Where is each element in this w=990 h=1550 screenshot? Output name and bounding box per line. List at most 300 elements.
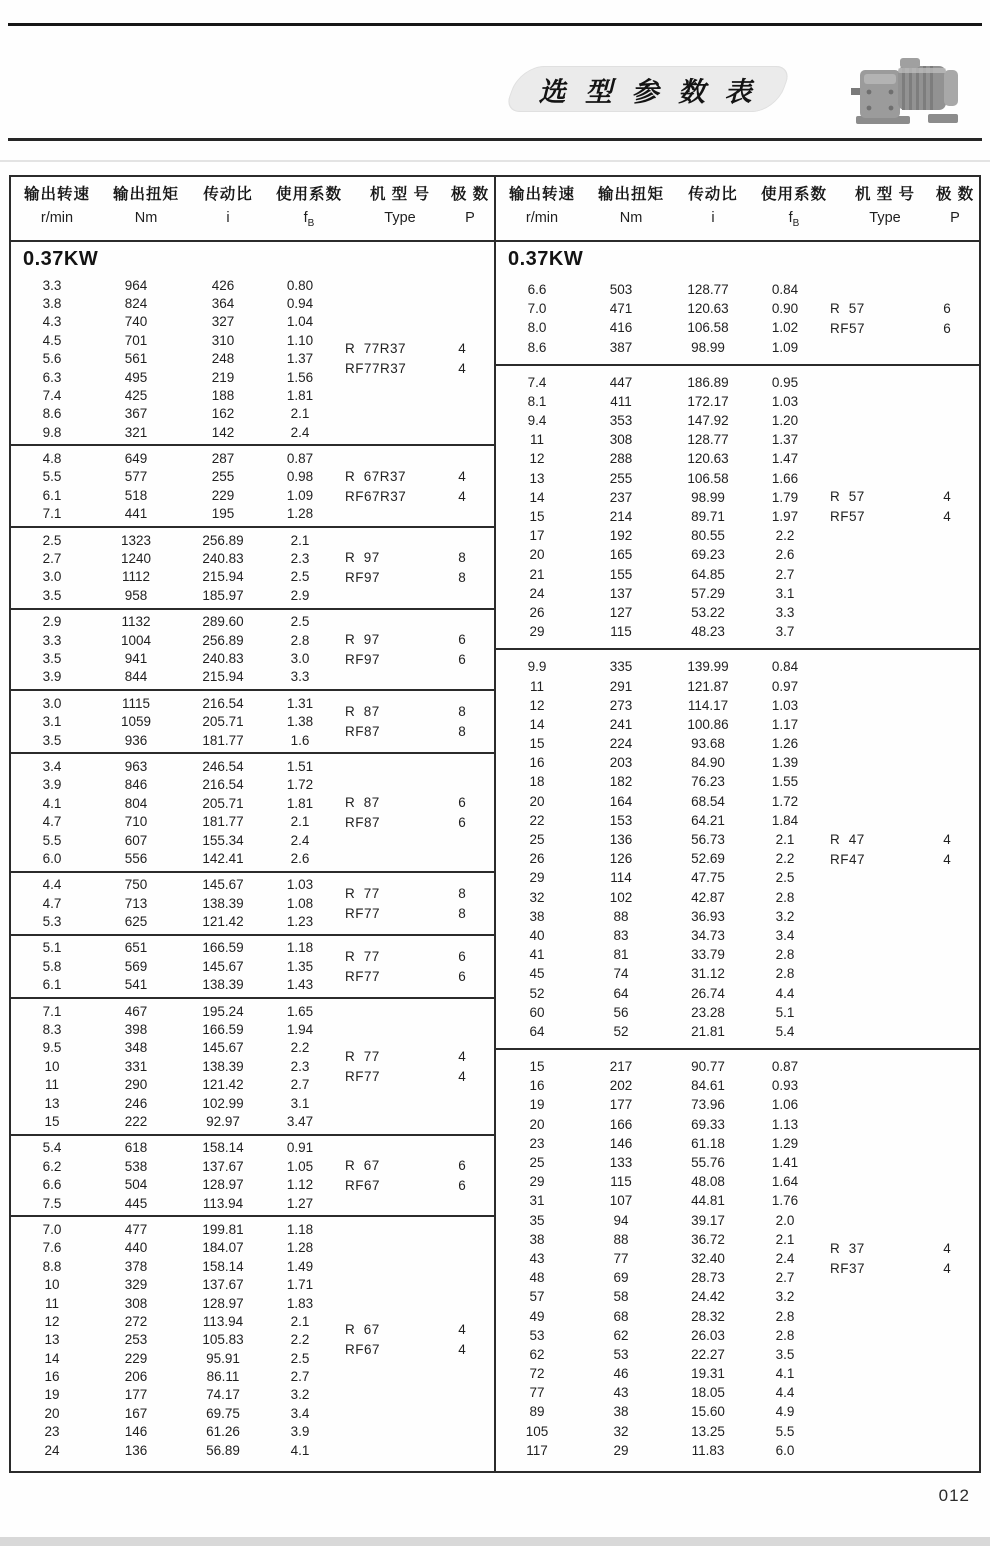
torque-cell: 203 — [609, 755, 633, 771]
data-row — [496, 469, 979, 488]
torque-cell: 936 — [124, 732, 148, 748]
data-row — [11, 1194, 494, 1212]
data-row — [496, 715, 979, 734]
data-row — [11, 276, 494, 294]
torque-cell: 398 — [124, 1022, 148, 1038]
ratio-cell: 184.07 — [202, 1240, 244, 1256]
data-row — [11, 1275, 494, 1293]
speed-cell: 25 — [529, 1155, 545, 1171]
type-line — [333, 629, 487, 649]
speed-cell: 20 — [529, 547, 545, 563]
header-cn-0: 输出转速 — [508, 186, 575, 203]
pole-value: 4 — [458, 468, 466, 484]
torque-cell: 177 — [609, 1097, 633, 1113]
ratio-cell: 31.12 — [691, 966, 725, 982]
header-unit-0: r/min — [525, 210, 559, 226]
type-block — [818, 829, 972, 869]
fb-cell: 1.64 — [771, 1174, 799, 1190]
speed-cell: 3.1 — [42, 714, 62, 730]
torque-cell: 335 — [609, 659, 633, 675]
pole-value: 8 — [458, 724, 466, 740]
param-group — [11, 1134, 494, 1216]
ratio-cell: 69.75 — [206, 1405, 240, 1421]
pole-value: 6 — [458, 651, 466, 667]
torque-cell: 115 — [610, 624, 632, 640]
torque-cell: 43 — [613, 1385, 629, 1401]
fb-cell: 0.87 — [286, 451, 314, 467]
ratio-cell: 33.79 — [691, 947, 725, 963]
torque-cell: 556 — [124, 850, 148, 866]
torque-cell: 577 — [124, 469, 148, 485]
data-row — [496, 1172, 979, 1191]
torque-cell: 177 — [124, 1387, 148, 1403]
speed-cell: 31 — [529, 1193, 545, 1209]
torque-cell: 146 — [609, 1135, 633, 1151]
torque-cell: 167 — [124, 1405, 148, 1421]
data-row — [496, 983, 979, 1002]
ratio-cell: 215.94 — [202, 669, 244, 685]
ratio-cell: 76.23 — [691, 774, 725, 790]
title-banner — [512, 66, 784, 112]
ratio-cell: 61.26 — [206, 1424, 240, 1440]
ratio-cell: 90.77 — [691, 1059, 725, 1075]
fb-cell: 4.4 — [775, 1385, 795, 1401]
data-row — [496, 280, 979, 299]
speed-cell: 6.2 — [42, 1158, 62, 1174]
type-line — [333, 722, 487, 742]
ratio-cell: 188 — [211, 387, 235, 403]
torque-cell: 272 — [124, 1313, 148, 1329]
ratio-cell: 310 — [211, 332, 235, 348]
type-block — [333, 466, 487, 506]
ratio-cell: 120.63 — [687, 451, 729, 467]
speed-cell: 9.9 — [527, 659, 547, 675]
data-row — [496, 1383, 979, 1402]
type-block — [818, 487, 972, 527]
fb-cell: 2.5 — [775, 870, 795, 886]
speed-cell: 29 — [529, 624, 545, 640]
ratio-cell: 55.76 — [691, 1155, 725, 1171]
fb-cell: 3.4 — [290, 1405, 310, 1421]
data-row — [496, 622, 979, 641]
torque-cell: 166 — [609, 1116, 633, 1132]
torque-cell: 224 — [609, 736, 633, 752]
torque-cell: 447 — [609, 374, 633, 390]
param-group — [11, 997, 494, 1134]
pole-value: 6 — [458, 631, 466, 647]
data-row — [496, 1022, 979, 1041]
type-label: R 77 — [345, 948, 380, 964]
type-line — [818, 318, 972, 338]
fb-cell: 1.83 — [286, 1295, 314, 1311]
ratio-cell: 256.89 — [202, 632, 244, 648]
fb-cell: 2.7 — [775, 566, 795, 582]
torque-cell: 1323 — [120, 532, 152, 548]
ratio-cell: 195.24 — [202, 1003, 244, 1019]
ratio-cell: 18.05 — [691, 1385, 725, 1401]
data-row — [11, 1441, 494, 1459]
top-rule — [8, 23, 982, 26]
type-block — [333, 339, 487, 379]
power-section-label: 0.37KW — [508, 247, 584, 270]
param-group — [496, 1048, 979, 1467]
ratio-cell: 21.81 — [691, 1023, 725, 1039]
fb-cell: 1.41 — [771, 1155, 799, 1171]
torque-cell: 38 — [613, 1404, 629, 1420]
header-unit-3: $f_B$ — [303, 210, 315, 229]
speed-cell: 2.7 — [42, 551, 62, 567]
ratio-cell: 121.42 — [202, 914, 244, 930]
torque-cell: 288 — [609, 451, 633, 467]
fb-cell: 1.6 — [290, 732, 310, 748]
fb-cell: 0.91 — [286, 1140, 314, 1156]
fb-cell: 1.08 — [286, 895, 314, 911]
type-block — [333, 1155, 487, 1195]
pole-value: 4 — [943, 1240, 951, 1256]
type-label: R 87 — [345, 704, 380, 720]
torque-cell: 625 — [124, 914, 148, 930]
torque-cell: 504 — [124, 1177, 148, 1193]
speed-cell: 19 — [529, 1097, 545, 1113]
header-unit-1: Nm — [619, 210, 643, 226]
data-row — [11, 531, 494, 549]
speed-cell: 26 — [529, 604, 545, 620]
speed-cell: 19 — [44, 1387, 60, 1403]
fb-cell: 1.03 — [771, 697, 799, 713]
pole-value: 6 — [458, 794, 466, 810]
torque-cell: 387 — [609, 339, 633, 355]
data-row — [496, 753, 979, 772]
speed-cell: 3.5 — [42, 587, 62, 603]
ratio-cell: 52.69 — [691, 851, 725, 867]
ratio-cell: 24.42 — [691, 1289, 725, 1305]
groups-right — [496, 273, 979, 1467]
header-rule — [8, 138, 982, 141]
fb-cell: 2.1 — [290, 814, 310, 830]
fb-cell: 1.10 — [286, 332, 314, 348]
torque-cell: 710 — [124, 814, 148, 830]
speed-cell: 4.7 — [42, 814, 62, 830]
fb-cell: 5.1 — [775, 1004, 795, 1020]
ratio-cell: 69.23 — [691, 547, 725, 563]
pole-value: 6 — [458, 948, 466, 964]
ratio-cell: 137.67 — [202, 1158, 244, 1174]
data-row — [496, 430, 979, 449]
fb-cell: 1.81 — [286, 387, 314, 403]
fb-cell: 0.90 — [771, 301, 799, 317]
data-row — [496, 1076, 979, 1095]
speed-cell: 53 — [529, 1327, 545, 1343]
pole-value: 6 — [458, 968, 466, 984]
fb-cell: 2.8 — [775, 966, 795, 982]
speed-cell: 49 — [529, 1308, 545, 1324]
data-row — [496, 657, 979, 676]
header-cn-3: 使用系数 — [760, 186, 827, 203]
ratio-cell: 32.40 — [691, 1250, 725, 1266]
torque-cell: 222 — [124, 1113, 148, 1129]
type-label: R 67 — [345, 1157, 380, 1173]
data-row — [496, 603, 979, 622]
param-group — [496, 273, 979, 364]
ratio-cell: 26.74 — [691, 985, 725, 1001]
type-label: RF57 — [830, 509, 866, 525]
torque-cell: 1059 — [120, 714, 152, 730]
column-header-right — [496, 177, 979, 242]
fb-cell: 0.84 — [771, 659, 799, 675]
param-group — [496, 364, 979, 649]
speed-cell: 16 — [529, 755, 545, 771]
type-label: RF87 — [345, 814, 381, 830]
fb-cell: 2.6 — [290, 850, 310, 866]
fb-cell: 1.43 — [286, 977, 314, 993]
speed-cell: 38 — [529, 908, 545, 924]
type-label: RF97 — [345, 651, 381, 667]
data-row — [11, 449, 494, 467]
fb-cell: 6.0 — [775, 1442, 795, 1458]
speed-cell: 15 — [529, 509, 545, 525]
data-row — [11, 668, 494, 686]
torque-cell: 411 — [610, 393, 632, 409]
fb-cell: 3.2 — [775, 908, 795, 924]
ratio-cell: 181.77 — [202, 814, 244, 830]
ratio-cell: 128.77 — [687, 432, 729, 448]
data-row — [11, 1257, 494, 1275]
data-row — [11, 386, 494, 404]
ratio-cell: 15.60 — [691, 1404, 725, 1420]
ratio-cell: 287 — [211, 451, 235, 467]
type-line — [333, 1046, 487, 1066]
type-label: RF97 — [345, 570, 381, 586]
ratio-cell: 205.71 — [202, 795, 244, 811]
ratio-cell: 113.94 — [202, 1195, 244, 1211]
header-cn-4: 机 型 号 — [854, 186, 916, 203]
torque-cell: 164 — [609, 793, 633, 809]
type-line — [818, 507, 972, 527]
param-group — [11, 689, 494, 752]
fb-cell: 3.47 — [286, 1113, 314, 1129]
fb-cell: 1.56 — [286, 369, 314, 385]
fb-cell: 2.1 — [775, 832, 795, 848]
speed-cell: 2.9 — [42, 614, 62, 630]
fb-cell: 1.03 — [771, 393, 799, 409]
data-row — [496, 1345, 979, 1364]
data-row — [11, 613, 494, 631]
speed-cell: 89 — [529, 1404, 545, 1420]
ratio-cell: 199.81 — [202, 1221, 244, 1237]
pole-value: 8 — [458, 905, 466, 921]
ratio-cell: 47.75 — [691, 870, 725, 886]
torque-cell: 331 — [124, 1058, 148, 1074]
fb-cell: 1.38 — [286, 714, 314, 730]
torque-cell: 353 — [609, 413, 633, 429]
ratio-cell: 93.68 — [691, 736, 725, 752]
torque-cell: 713 — [124, 895, 148, 911]
speed-cell: 8.1 — [527, 393, 547, 409]
data-row — [11, 1220, 494, 1238]
fb-cell: 2.1 — [775, 1231, 795, 1247]
type-label: RF67R37 — [345, 488, 407, 504]
data-row — [496, 1422, 979, 1441]
torque-cell: 253 — [124, 1332, 148, 1348]
speed-cell: 60 — [529, 1004, 545, 1020]
torque-cell: 367 — [124, 406, 148, 422]
speed-cell: 13 — [44, 1332, 60, 1348]
torque-cell: 1132 — [121, 614, 151, 630]
ratio-cell: 145.67 — [202, 1040, 244, 1056]
speed-cell: 20 — [529, 1116, 545, 1132]
torque-cell: 701 — [124, 332, 148, 348]
header-cn-1: 输出扭矩 — [112, 186, 179, 203]
ratio-cell: 215.94 — [202, 569, 244, 585]
speed-cell: 20 — [44, 1405, 60, 1421]
fb-cell: 1.05 — [286, 1158, 314, 1174]
speed-cell: 38 — [529, 1231, 545, 1247]
torque-cell: 378 — [124, 1258, 148, 1274]
speed-cell: 35 — [529, 1212, 545, 1228]
ratio-cell: 23.28 — [691, 1004, 725, 1020]
speed-cell: 14 — [529, 716, 545, 732]
fb-cell: 2.4 — [290, 424, 310, 440]
fb-cell: 2.5 — [290, 569, 310, 585]
ratio-cell: 39.17 — [691, 1212, 725, 1228]
speed-cell: 57 — [529, 1289, 545, 1305]
data-row — [496, 1441, 979, 1460]
data-row — [496, 811, 979, 830]
ratio-cell: 13.25 — [691, 1423, 725, 1439]
torque-cell: 88 — [613, 908, 629, 924]
ratio-cell: 155.34 — [202, 832, 244, 848]
ratio-cell: 69.33 — [691, 1116, 725, 1132]
speed-cell: 22 — [529, 812, 545, 828]
data-row — [496, 584, 979, 603]
fb-cell: 1.29 — [771, 1135, 799, 1151]
torque-cell: 77 — [613, 1250, 629, 1266]
data-row — [496, 1402, 979, 1421]
torque-cell: 81 — [613, 947, 629, 963]
torque-cell: 471 — [609, 301, 633, 317]
fb-cell: 0.94 — [286, 295, 314, 311]
ratio-cell: 36.72 — [691, 1231, 725, 1247]
torque-cell: 255 — [609, 470, 633, 486]
type-block — [333, 702, 487, 742]
ratio-cell: 89.71 — [691, 509, 725, 525]
fb-cell: 1.72 — [771, 793, 799, 809]
fb-cell: 3.0 — [290, 651, 310, 666]
torque-cell: 1115 — [121, 695, 151, 711]
speed-cell: 7.5 — [42, 1195, 62, 1211]
torque-cell: 165 — [609, 547, 633, 563]
selection-table — [9, 175, 981, 1473]
fb-cell: 2.4 — [775, 1250, 795, 1266]
fb-cell: 4.4 — [775, 985, 795, 1001]
fb-cell: 1.51 — [286, 758, 314, 774]
pole-value: 4 — [458, 1322, 466, 1338]
torque-cell: 241 — [609, 716, 633, 732]
fb-cell: 2.1 — [290, 406, 310, 422]
fb-cell: 0.84 — [771, 281, 799, 297]
speed-cell: 9.4 — [527, 413, 547, 429]
pole-value: 4 — [943, 851, 951, 867]
torque-cell: 217 — [609, 1059, 633, 1075]
type-label: RF47 — [830, 851, 866, 867]
pole-value: 6 — [943, 300, 951, 316]
torque-cell: 607 — [124, 832, 148, 848]
data-row — [496, 792, 979, 811]
data-row — [496, 926, 979, 945]
fb-cell: 1.13 — [771, 1116, 799, 1132]
type-label: RF77 — [345, 905, 381, 921]
data-row — [11, 1020, 494, 1038]
type-line — [333, 966, 487, 986]
speed-cell: 5.8 — [42, 958, 62, 974]
pole-value: 6 — [458, 1177, 466, 1193]
pole-value: 4 — [458, 1342, 466, 1358]
torque-cell: 740 — [124, 314, 148, 330]
data-row — [11, 1367, 494, 1385]
type-label: R 97 — [345, 631, 380, 647]
header-unit-3: $f_B$ — [788, 210, 800, 229]
speed-cell: 7.0 — [42, 1221, 62, 1237]
torque-cell: 518 — [124, 487, 148, 503]
type-label: R 67 — [345, 1322, 380, 1338]
torque-cell: 649 — [124, 451, 148, 467]
fb-cell: 1.06 — [771, 1097, 799, 1113]
data-row — [496, 907, 979, 926]
torque-cell: 651 — [124, 940, 148, 956]
ratio-cell: 142.41 — [202, 850, 244, 866]
torque-cell: 750 — [124, 877, 148, 893]
torque-cell: 273 — [609, 697, 633, 713]
ratio-cell: 64.21 — [691, 812, 725, 828]
ratio-cell: 98.99 — [691, 339, 725, 355]
param-group — [11, 526, 494, 608]
type-line — [333, 359, 487, 379]
ratio-cell: 128.97 — [202, 1295, 244, 1311]
speed-cell: 4.4 — [42, 877, 62, 893]
torque-cell: 133 — [609, 1155, 633, 1171]
speed-cell: 10 — [44, 1277, 60, 1293]
fb-cell: 3.9 — [290, 1424, 310, 1440]
data-row — [496, 734, 979, 753]
ratio-cell: 84.90 — [691, 755, 725, 771]
ratio-cell: 195 — [211, 506, 235, 522]
torque-cell: 440 — [124, 1240, 148, 1256]
speed-cell: 7.6 — [42, 1240, 62, 1256]
ratio-cell: 34.73 — [691, 927, 725, 943]
fb-cell: 2.3 — [290, 1058, 310, 1074]
ratio-cell: 61.18 — [691, 1135, 725, 1151]
data-row — [496, 392, 979, 411]
type-line — [333, 568, 487, 588]
speed-cell: 24 — [44, 1442, 60, 1458]
fb-cell: 2.1 — [290, 532, 310, 548]
ratio-cell: 26.03 — [691, 1327, 725, 1343]
speed-cell: 4.1 — [42, 795, 62, 811]
type-label: R 77 — [345, 885, 380, 901]
header-unit-4: Type — [869, 210, 901, 226]
column-body-left — [11, 242, 494, 1462]
speed-cell: 17 — [529, 528, 545, 544]
pole-value: 6 — [943, 320, 951, 336]
fb-cell: 0.87 — [771, 1059, 799, 1075]
ratio-cell: 166.59 — [202, 1022, 244, 1038]
torque-cell: 202 — [609, 1078, 633, 1094]
data-row — [496, 1306, 979, 1325]
footer-bar — [0, 1537, 990, 1546]
type-line — [333, 702, 487, 722]
fb-cell: 1.65 — [286, 1003, 314, 1019]
ratio-cell: 137.67 — [202, 1277, 244, 1293]
